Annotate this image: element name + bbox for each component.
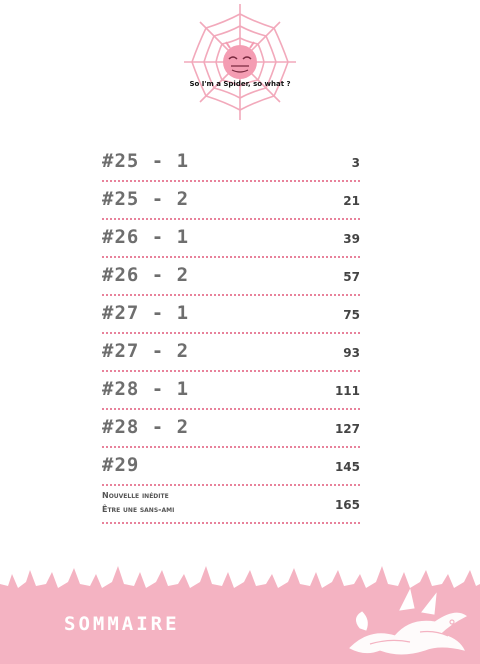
toc-row xyxy=(102,182,360,220)
toc-row xyxy=(102,144,360,182)
toc-row xyxy=(102,296,360,334)
page-number: 3 xyxy=(351,156,360,170)
page-number: 127 xyxy=(334,422,360,436)
dragon-illustration-icon xyxy=(340,588,470,658)
chapter-number: #26 - 2 xyxy=(102,264,190,286)
page-number: 39 xyxy=(343,232,360,246)
toc-row xyxy=(102,258,360,296)
toc-row xyxy=(102,410,360,448)
spider-web-logo xyxy=(180,0,300,124)
special-line-1: Nouvelle inédite xyxy=(102,491,169,500)
footer-title: SOMMAIRE xyxy=(64,613,180,635)
chapter-number: #29 xyxy=(102,454,140,476)
table-of-contents xyxy=(102,144,360,524)
page-number: 111 xyxy=(334,384,360,398)
toc-row xyxy=(102,220,360,258)
logo-caption: So I'm a Spider, so what ? xyxy=(189,80,291,88)
toc-row xyxy=(102,372,360,410)
chapter-number: #26 - 1 xyxy=(102,226,190,248)
spider-web-icon xyxy=(180,0,300,124)
page-number: 165 xyxy=(334,498,360,512)
chapter-number: #27 - 1 xyxy=(102,302,190,324)
chapter-number: #25 - 2 xyxy=(102,188,190,210)
chapter-number: #28 - 1 xyxy=(102,378,190,400)
page-number: 21 xyxy=(343,194,360,208)
toc-row-special xyxy=(102,486,360,524)
toc-row xyxy=(102,448,360,486)
chapter-number: #28 - 2 xyxy=(102,416,190,438)
toc-row xyxy=(102,334,360,372)
chapter-number: #25 - 1 xyxy=(102,150,190,172)
page-number: 75 xyxy=(343,308,360,322)
chapter-number: #27 - 2 xyxy=(102,340,190,362)
special-story-title xyxy=(102,489,174,517)
page-number: 57 xyxy=(343,270,360,284)
special-line-2: Être une sans-ami xyxy=(102,505,175,514)
page-number: 145 xyxy=(334,460,360,474)
page-number: 93 xyxy=(343,346,360,360)
